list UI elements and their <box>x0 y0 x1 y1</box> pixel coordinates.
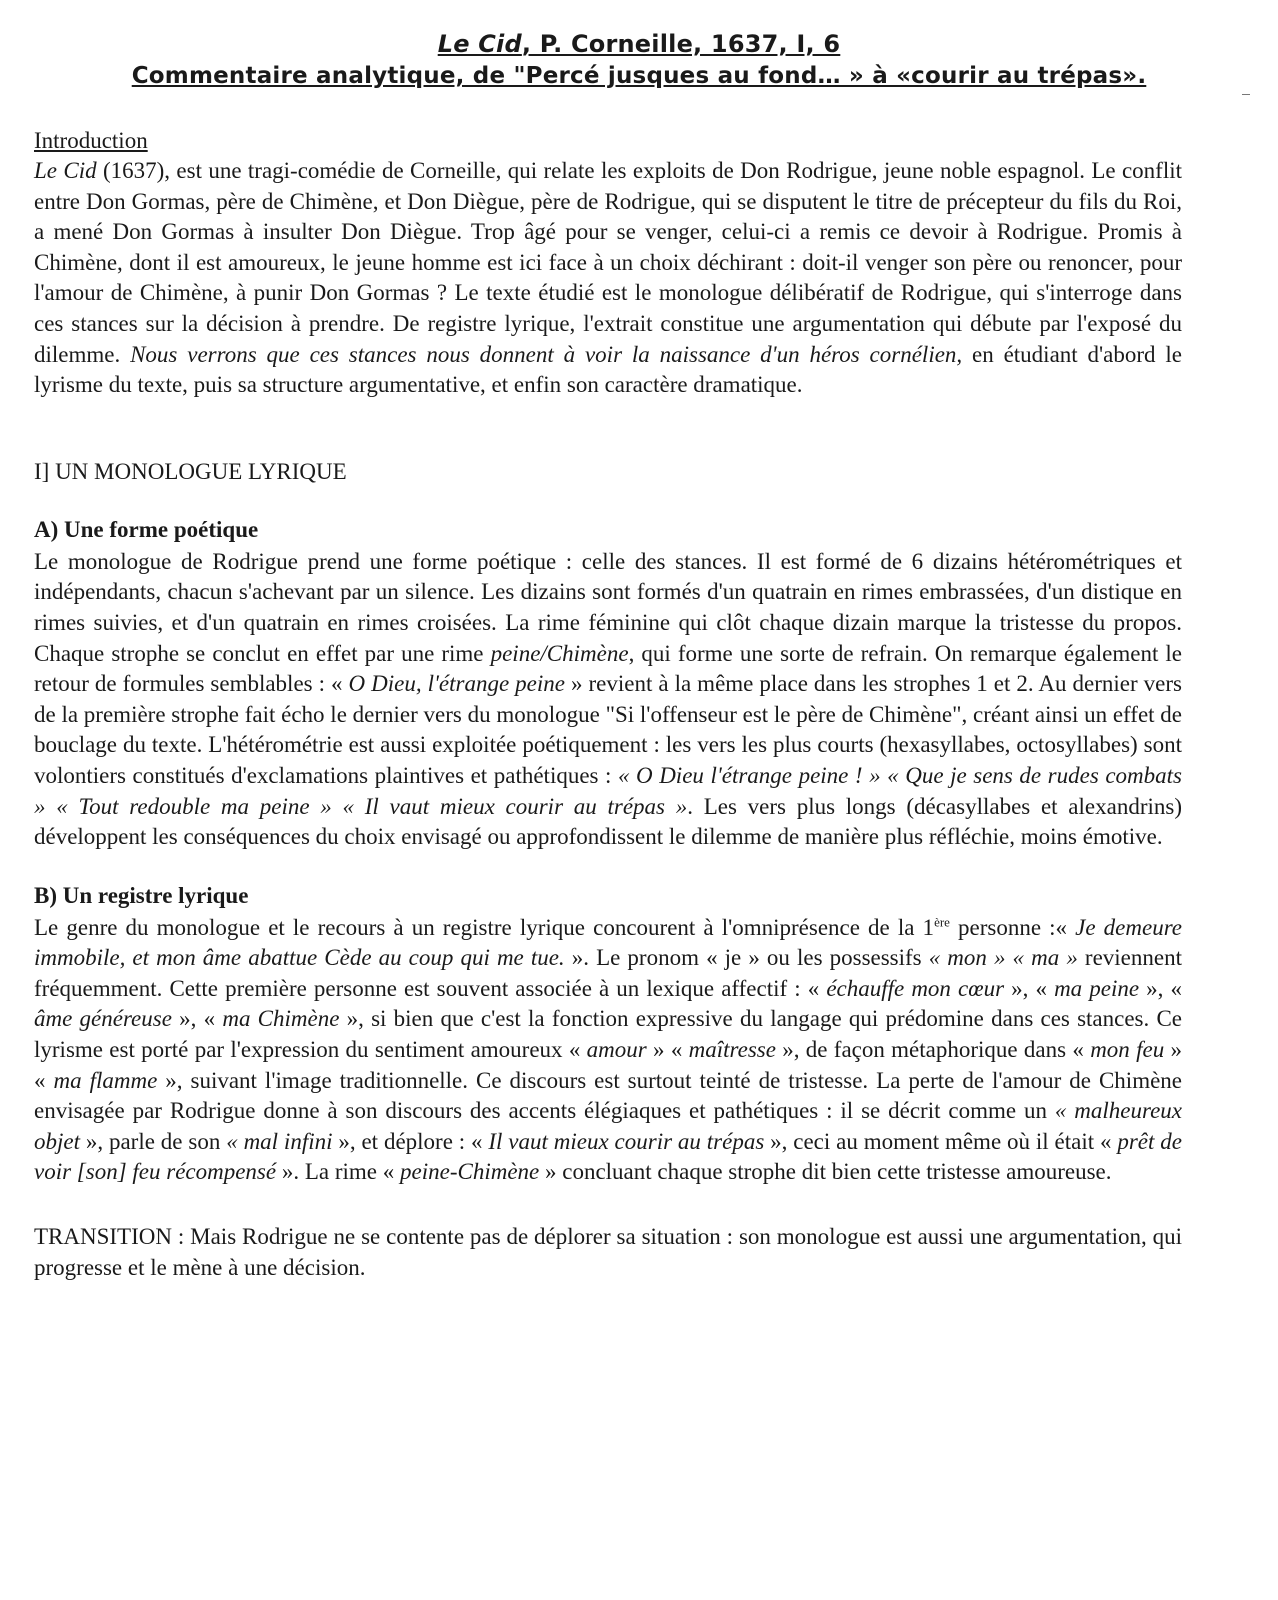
quote-run: amour <box>586 1037 647 1063</box>
text-run: Le genre du monologue et le recours à un registre lyrique concourent à l'omniprésence de la 1 <box>34 914 935 940</box>
text-run: Le monologue de Rodrigue prend une forme poétique : celle des stances. Il est formé de 6 dizains hétérométriques et indépendants, chacun s'achevant par un silence. Les dizains sont formés d'un quatrain en rimes embrassées, d'un distique en rimes suivies, et d'un quatrain en rimes croisées. La rime féminine qui clôt chaque dizain marque la tristesse du propos. Chaque strophe se conclut en effet par une rime <box>34 548 1182 666</box>
part-1-title: I] UN MONOLOGUE LYRIQUE <box>34 458 347 484</box>
document-title <box>0 28 1278 60</box>
quote-run: âme généreuse <box>34 1006 172 1032</box>
text-run: », et déplore : « <box>332 1128 489 1154</box>
text-run: », ceci au moment même où il était « <box>764 1128 1118 1154</box>
text-run: », de façon métaphorique dans « <box>775 1037 1091 1063</box>
title-author-ref: , P. Corneille, 1637, I, 6 <box>521 30 841 58</box>
section-b-paragraph <box>34 913 1182 1188</box>
text-run: », si bien que c'est la fonction expressive du langage qui prédomine dans ces stances. Ce lyrisme est porté par l'expression du sentiment amoureux « <box>34 1006 1183 1063</box>
quote-run: ma flamme <box>53 1067 158 1093</box>
quote-run: O Dieu, l'étrange peine <box>348 671 565 697</box>
quote-run: prêt de voir [son] feu récompensé <box>34 1128 1182 1185</box>
quote-run: « mon » « ma » <box>928 945 1078 971</box>
superscript: ère <box>934 914 950 930</box>
quote-run: mon feu <box>1090 1037 1165 1063</box>
text-run: , qui forme une sorte de refrain. On remarque également le retour de formules semblables : « <box>34 640 1183 697</box>
quote-run: peine-Chimène <box>400 1159 540 1185</box>
introduction-paragraph <box>34 156 1182 401</box>
quote-run: ma peine <box>1054 975 1140 1001</box>
intro-text: (1637), est une tragi-comédie de Corneille, qui relate les exploits de Don Rodrigue, jeune noble espagnol. Le conflit entre Don Gormas, père de Chimène, et Don Diègue, père de Rodrigue, qui se disputent le titre de précepteur du fils du Roi, a mené Don Gormas à insulter Don Diègue. Trop âgé pour se venger, celui-ci a remis ce devoir à Rodrigue. Promis à Chimène, dont il est amoureux, le jeune homme est ici face à un choix déchirant : doit-il venger son père ou renoncer, pour l'amour de Chimène, à punir Don Gormas ? Le texte étudié est le monologue délibératif de Rodrigue, qui s'interroge dans ces stances sur la décision à prendre. De registre lyrique, l'extrait constitue une argumentation qui débute par l'exposé du dilemme. <box>34 158 1183 367</box>
text-run: » « <box>646 1037 689 1063</box>
intro-thesis: Nous verrons que ces stances nous donnent à voir la naissance d'un héros cornélien, <box>130 341 963 367</box>
text-run: » « <box>34 1037 1183 1093</box>
intro-text: en étudiant d'abord le lyrisme du texte, puis sa structure argumentative, et enfin son caractère dramatique. <box>34 341 1182 398</box>
text-run: ». Le pronom « je » ou les possessifs <box>564 945 929 971</box>
text-run: », « <box>1139 975 1183 1001</box>
introduction-heading: Introduction <box>34 128 148 153</box>
transition-paragraph: TRANSITION : Mais Rodrigue ne se contente pas de déplorer sa situation : son monologue est aussi une argumentation, qui progresse et le mène à une décision. <box>34 1224 1182 1280</box>
intro-work-title: Le Cid <box>34 158 97 183</box>
text-run: » revient à la même place dans les strophes 1 et 2. Au dernier vers de la première strophe fait écho le dernier vers du monologue "Si l'offenseur est le père de Chimène", créant ainsi un effet de bouclage du texte. L'hétérométrie est aussi exploitée poétiquement : les vers les plus courts (hexasyllabes, octosyllabes) sont volontiers constitués d'exclamations plaintives et pathétiques : <box>34 671 1183 788</box>
section-a-title: A) Une forme poétique <box>34 516 259 542</box>
title-work-name: Le Cid <box>437 30 522 58</box>
document-header <box>0 0 1278 92</box>
section-a-paragraph <box>34 547 1182 853</box>
text-run: ». La rime « <box>276 1159 401 1185</box>
document-body <box>34 126 1182 1283</box>
text-run: », « <box>171 1006 223 1032</box>
section-b-title: B) Un registre lyrique <box>34 882 249 908</box>
text-run: », suivant l'image traditionnelle. Ce discours est surtout teinté de tristesse. La perte de l'amour de Chimène envisagée par Rodrigue donne à son discours des accents élégiaques et pathétiques : il se décrit comme un <box>34 1067 1183 1124</box>
text-run: » concluant chaque strophe dit bien cette tristesse amoureuse. <box>539 1159 1112 1185</box>
quote-run: Il vaut mieux courir au trépas <box>488 1128 765 1154</box>
quote-run: maîtresse <box>688 1037 776 1063</box>
text-run: . Les vers plus longs (décasyllabes et alexandrins) développent les conséquences du choix envisagé ou approfondissent le dilemme de manière plus réfléchie, moins émotive. <box>34 793 1182 850</box>
text-run: reviennent fréquemment. Cette première personne est souvent associée à un lexique affectif : « <box>34 945 1182 1001</box>
text-run: personne :« <box>949 914 1076 940</box>
scan-mark <box>1242 94 1250 95</box>
quote-run: « malheureux objet <box>34 1098 1182 1154</box>
text-run: », parle de son <box>80 1128 227 1154</box>
quote-run: peine/Chimène <box>490 640 629 666</box>
text-run: », « <box>1004 975 1055 1001</box>
quote-run: échauffe mon cœur <box>826 975 1005 1001</box>
quote-run: « O Dieu l'étrange peine ! » « Que je sens de rudes combats » « Tout redouble ma peine » « Il vaut mieux courir au trépas » <box>34 762 1182 819</box>
quote-run: « mal infini <box>226 1128 333 1154</box>
quote-run: ma Chimène <box>222 1006 340 1032</box>
document-subtitle: Commentaire analytique, de "Percé jusques au fond… » à «courir au trépas». <box>131 63 1147 89</box>
quote-run: Je demeure immobile, et mon âme abattue Cède au coup qui me tue. <box>34 914 1183 971</box>
